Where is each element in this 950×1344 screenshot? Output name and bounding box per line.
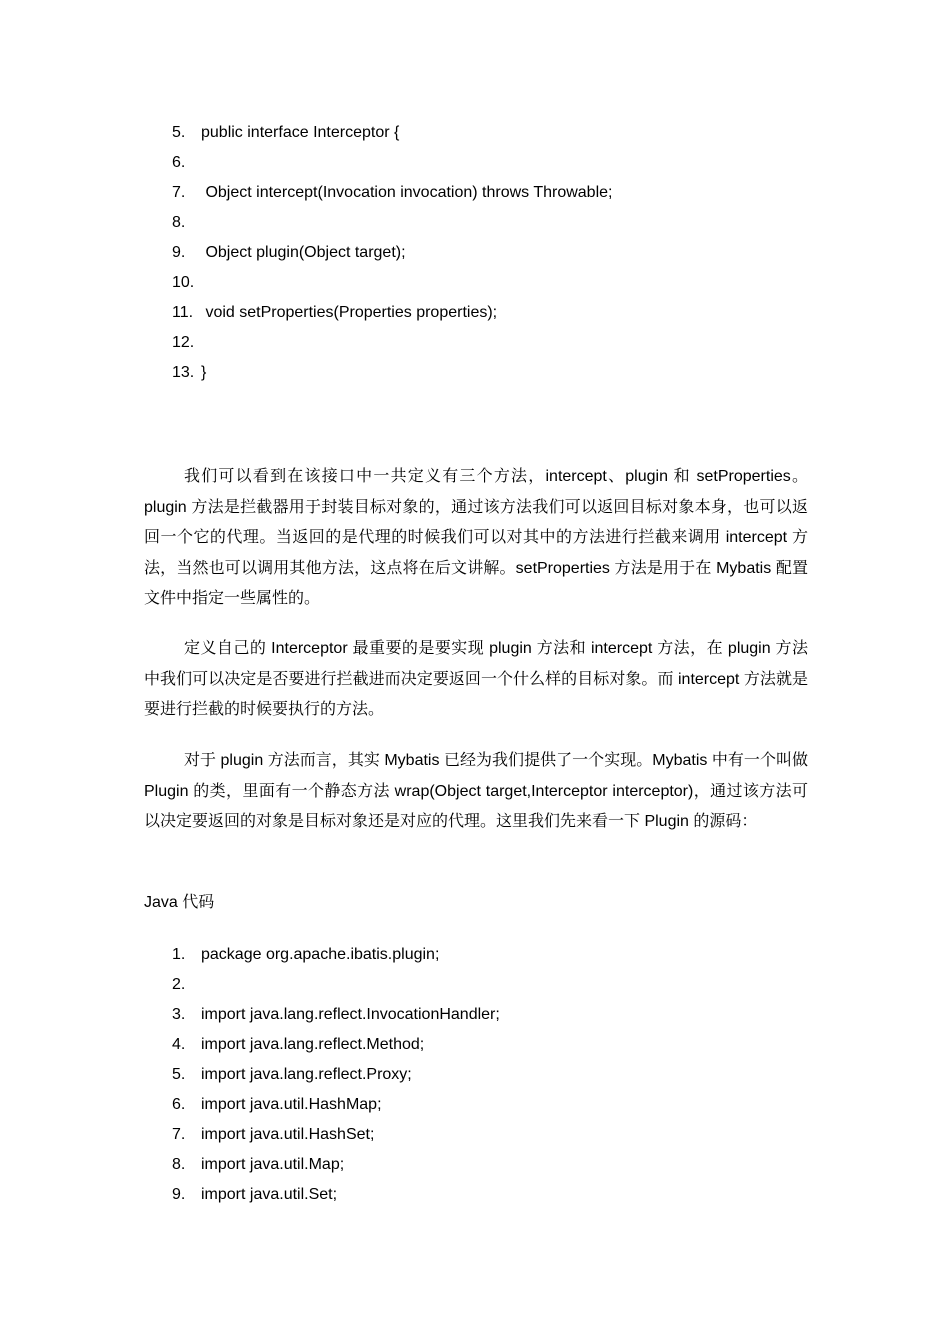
- code-block-plugin-source: [172, 940, 500, 1210]
- code-line: [172, 1060, 500, 1090]
- code-text: public interface Interceptor {: [201, 124, 400, 141]
- line-number: 10.: [172, 274, 195, 291]
- code-text: import java.util.Set;: [201, 1186, 338, 1203]
- code-line: [172, 1150, 500, 1180]
- line-number: 8.: [172, 214, 186, 231]
- paragraph-define-interceptor: 定义自己的 Interceptor 最重要的是要实现 plugin 方法和 intercept 方法，在 plugin 方法中我们可以决定是否要进行拦截进而决定要返回一个什么样的目标对象。而 intercept 方法就是要进行拦截的时候要执行的方法。: [144, 640, 808, 718]
- paragraph-interface-methods: 我们可以看到在该接口中一共定义有三个方法，intercept、plugin 和 setProperties。plugin 方法是拦截器用于封装目标对象的，通过该方法我们可以返回目标对象本身，也可以返回一个它的代理。当返回的是代理的时候我们可以对其中的方法进行拦截来调用 intercept 方法，当然也可以调用其他方法，这点将在后文讲解。setProperties 方法是用于在 Mybatis 配置文件中指定一些属性的。: [144, 468, 808, 607]
- code-text: import java.lang.reflect.Method;: [201, 1036, 425, 1053]
- line-number: 5.: [172, 124, 186, 141]
- line-number: 2.: [172, 976, 186, 993]
- code-line: [172, 208, 612, 238]
- code-text: import java.util.HashMap;: [201, 1096, 382, 1113]
- code-label: Java 代码: [144, 894, 215, 911]
- code-line: [172, 238, 612, 268]
- code-line: [172, 1030, 500, 1060]
- line-number: 11.: [172, 304, 194, 321]
- line-number: 4.: [172, 1036, 186, 1053]
- code-line: [172, 178, 612, 208]
- line-number: 6.: [172, 154, 186, 171]
- code-text: package org.apache.ibatis.plugin;: [201, 946, 440, 963]
- code-text: import java.lang.reflect.Proxy;: [201, 1066, 412, 1083]
- code-text: import java.util.Map;: [201, 1156, 345, 1173]
- code-line: [172, 298, 612, 328]
- code-line: [172, 1120, 500, 1150]
- line-number: 6.: [172, 1096, 186, 1113]
- code-block-interceptor: [172, 118, 612, 388]
- line-number: 12.: [172, 334, 195, 351]
- paragraph-plugin-wrap: 对于 plugin 方法而言，其实 Mybatis 已经为我们提供了一个实现。Mybatis 中有一个叫做 Plugin 的类，里面有一个静态方法 wrap(Object target,Interceptor interceptor)，通过该方法可以决定要返回的对象是目标对象还是对应的代理。这里我们先来看一下 Plugin 的源码：: [144, 752, 808, 830]
- code-text: import java.util.HashSet;: [201, 1126, 375, 1143]
- line-number: 8.: [172, 1156, 186, 1173]
- code-text: import java.lang.reflect.InvocationHandler;: [201, 1006, 500, 1023]
- line-number: 3.: [172, 1006, 186, 1023]
- line-number: 7.: [172, 1126, 186, 1143]
- code-line: [172, 940, 500, 970]
- code-text: void setProperties(Properties properties);: [201, 304, 498, 321]
- code-line: [172, 1090, 500, 1120]
- code-line: [172, 1180, 500, 1210]
- code-line: [172, 148, 612, 178]
- code-line: [172, 1000, 500, 1030]
- line-number: 5.: [172, 1066, 186, 1083]
- code-line: [172, 328, 612, 358]
- line-number: 7.: [172, 184, 186, 201]
- code-line: [172, 268, 612, 298]
- line-number: 13.: [172, 364, 195, 381]
- line-number: 1.: [172, 946, 186, 963]
- code-text: }: [201, 364, 207, 381]
- code-text: Object plugin(Object target);: [201, 244, 406, 261]
- line-number: 9.: [172, 1186, 186, 1203]
- line-number: 9.: [172, 244, 186, 261]
- code-line: [172, 970, 500, 1000]
- code-line: [172, 118, 612, 148]
- code-text: Object intercept(Invocation invocation) throws Throwable;: [201, 184, 613, 201]
- code-line: [172, 358, 612, 388]
